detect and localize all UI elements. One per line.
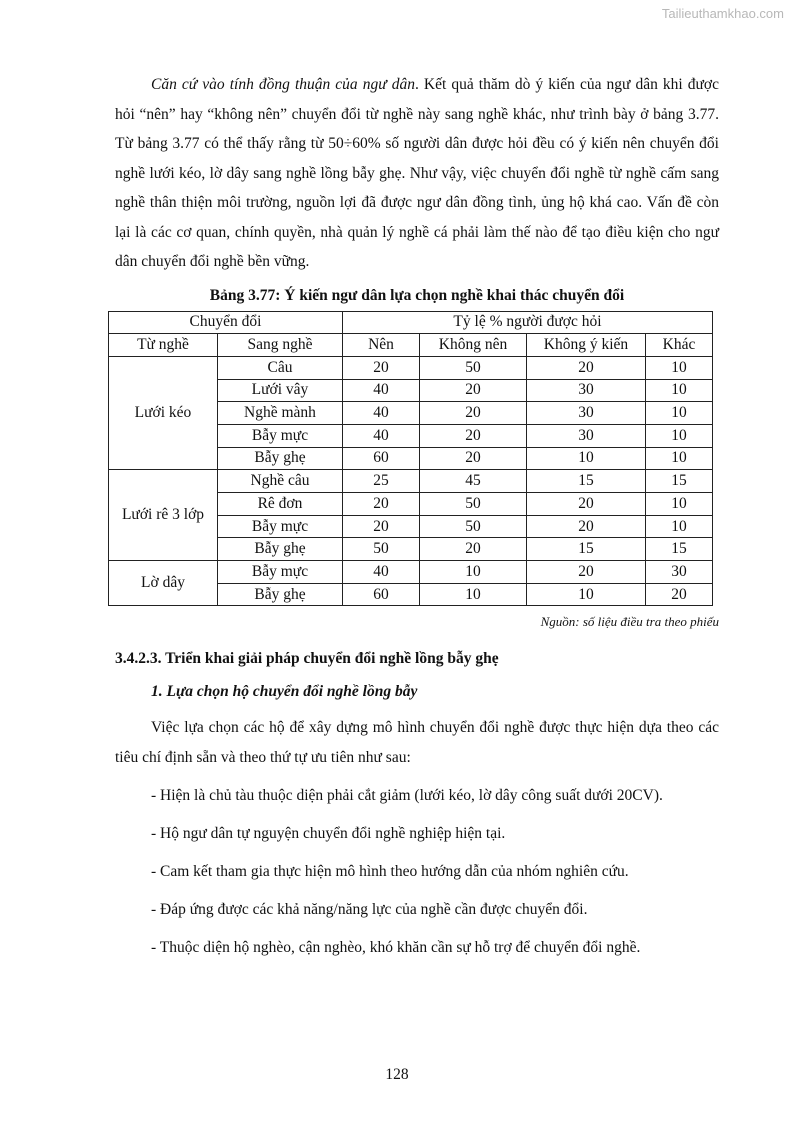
cell-other: 10	[646, 493, 713, 516]
header-yes: Nên	[343, 334, 420, 357]
cell-no: 20	[420, 424, 527, 447]
cell-no-opinion: 20	[527, 356, 646, 379]
cell-yes: 20	[343, 493, 420, 516]
table-header-row	[109, 334, 713, 357]
cell-yes: 20	[343, 515, 420, 538]
section-subheading: 1. Lựa chọn hộ chuyển đổi nghề lồng bẫy	[151, 683, 418, 701]
cell-no-opinion: 30	[527, 402, 646, 425]
bullet-item: - Cam kết tham gia thực hiện mô hình theo hướng dẫn của nhóm nghiên cứu.	[151, 863, 629, 881]
cell-yes: 40	[343, 561, 420, 584]
table-source: Nguồn: số liệu điều tra theo phiếu	[540, 614, 719, 630]
cell-no: 50	[420, 493, 527, 516]
cell-to-gear: Bẫy ghẹ	[218, 583, 343, 606]
cell-no-opinion: 15	[527, 538, 646, 561]
bullet-item: - Đáp ứng được các khả năng/năng lực của nghề cần được chuyển đổi.	[151, 901, 588, 919]
bullet-item: - Hộ ngư dân tự nguyện chuyển đổi nghề nghiệp hiện tại.	[151, 825, 506, 843]
cell-no: 50	[420, 515, 527, 538]
cell-no-opinion: 30	[527, 424, 646, 447]
header-no-opinion: Không ý kiến	[527, 334, 646, 357]
table-title: Bảng 3.77: Ý kiến ngư dân lựa chọn nghề khai thác chuyển đổi	[209, 286, 625, 304]
section-paragraph: Việc lựa chọn các hộ để xây dựng mô hình chuyển đổi nghề được thực hiện dựa theo các tiêu chí định sẵn và theo thứ tự ưu tiên như sau:	[115, 719, 719, 767]
cell-other: 30	[646, 561, 713, 584]
cell-to-gear: Bẫy mực	[218, 515, 343, 538]
cell-no: 20	[420, 379, 527, 402]
cell-other: 10	[646, 424, 713, 447]
cell-other: 10	[646, 447, 713, 470]
cell-no-opinion: 15	[527, 470, 646, 493]
cell-to-gear: Rê đơn	[218, 493, 343, 516]
intro-text: . Kết quả thăm dò ý kiến của ngư dân khi được hỏi “nên” hay “không nên” chuyển đổi từ nghề này sang nghề khác, như trình bày ở bảng 3.77. Từ bảng 3.77 có thể thấy rằng từ 50÷60% số người dân được hỏi đều có ý kiến nên chuyển đổi nghề lưới kéo, lờ dây sang nghề lồng bẫy ghẹ. Như vậy, việc chuyển đổi nghề từ nghề cấm sang nghề thân thiện môi trường, nguồn lợi đã được ngư dân đồng tình, ủng hộ khá cao. Vấn đề còn lại là các cơ quan, chính quyền, nhà quản lý nghề cá phải làm thế nào để tạo điều kiện cho ngư dân chuyển đổi nghề bền vững.	[115, 76, 719, 270]
cell-other: 10	[646, 515, 713, 538]
section-heading: 3.4.2.3. Triển khai giải pháp chuyển đổi nghề lồng bẫy ghẹ	[115, 650, 499, 668]
cell-yes: 50	[343, 538, 420, 561]
cell-from-gear: Lờ dây	[109, 561, 218, 606]
cell-no-opinion: 30	[527, 379, 646, 402]
cell-to-gear: Nghề mành	[218, 402, 343, 425]
cell-no: 20	[420, 538, 527, 561]
header-other: Khác	[646, 334, 713, 357]
table-row	[109, 356, 713, 379]
cell-yes: 20	[343, 356, 420, 379]
cell-no-opinion: 10	[527, 583, 646, 606]
cell-no-opinion: 20	[527, 561, 646, 584]
cell-to-gear: Bẫy mực	[218, 561, 343, 584]
header-group-conversion: Chuyển đổi	[109, 311, 343, 334]
cell-yes: 60	[343, 583, 420, 606]
cell-no: 10	[420, 583, 527, 606]
cell-no-opinion: 10	[527, 447, 646, 470]
cell-yes: 40	[343, 424, 420, 447]
cell-other: 20	[646, 583, 713, 606]
table-row	[109, 470, 713, 493]
table-header-group-row	[109, 311, 713, 334]
cell-no: 45	[420, 470, 527, 493]
cell-to-gear: Bẫy ghẹ	[218, 447, 343, 470]
cell-other: 15	[646, 538, 713, 561]
cell-no: 50	[420, 356, 527, 379]
table-row	[109, 561, 713, 584]
survey-table	[108, 311, 713, 607]
bullet-item: - Thuộc diện hộ nghèo, cận nghèo, khó khăn cần sự hỗ trợ để chuyển đổi nghề.	[151, 939, 641, 957]
cell-no-opinion: 20	[527, 515, 646, 538]
header-to: Sang nghề	[218, 334, 343, 357]
bullet-item: - Hiện là chủ tàu thuộc diện phải cắt giảm (lưới kéo, lờ dây công suất dưới 20CV).	[151, 787, 663, 805]
header-group-percentage: Tỷ lệ % người được hỏi	[343, 311, 713, 334]
cell-to-gear: Bẫy mực	[218, 424, 343, 447]
cell-other: 10	[646, 402, 713, 425]
cell-no: 20	[420, 447, 527, 470]
cell-other: 15	[646, 470, 713, 493]
cell-no-opinion: 20	[527, 493, 646, 516]
cell-no: 20	[420, 402, 527, 425]
header-from: Từ nghề	[109, 334, 218, 357]
cell-yes: 40	[343, 379, 420, 402]
cell-other: 10	[646, 379, 713, 402]
cell-to-gear: Nghề câu	[218, 470, 343, 493]
page-number: 128	[385, 1066, 409, 1083]
cell-from-gear: Lưới rê 3 lớp	[109, 470, 218, 561]
header-no: Không nên	[420, 334, 527, 357]
cell-from-gear: Lưới kéo	[109, 356, 218, 469]
cell-to-gear: Câu	[218, 356, 343, 379]
cell-other: 10	[646, 356, 713, 379]
cell-yes: 25	[343, 470, 420, 493]
document-page	[115, 70, 719, 963]
cell-no: 10	[420, 561, 527, 584]
cell-yes: 40	[343, 402, 420, 425]
intro-paragraph	[115, 70, 719, 277]
intro-italic-lead: Căn cứ vào tính đồng thuận của ngư dân	[151, 76, 415, 93]
cell-yes: 60	[343, 447, 420, 470]
watermark: Tailieuthamkhao.com	[661, 6, 784, 21]
cell-to-gear: Bẫy ghẹ	[218, 538, 343, 561]
table-body	[109, 356, 713, 606]
cell-to-gear: Lưới vây	[218, 379, 343, 402]
